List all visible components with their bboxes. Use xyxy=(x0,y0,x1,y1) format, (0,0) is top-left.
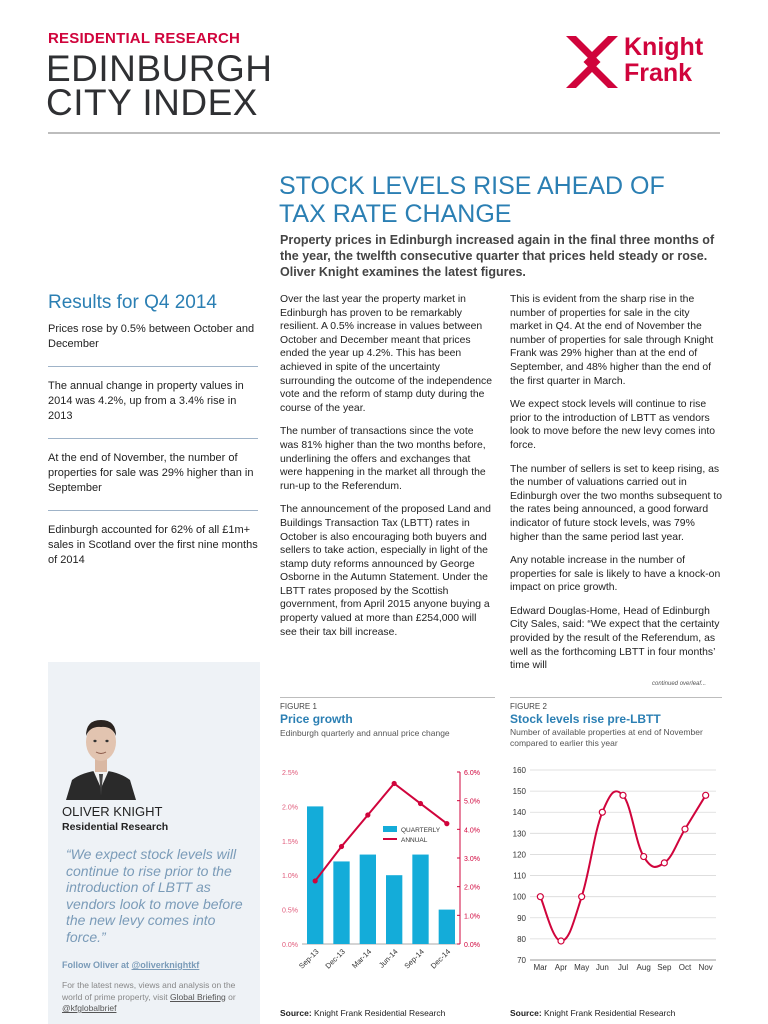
pull-quote: “We expect stock levels will continue to rise prior to the introduction of LBTT as vendors look to move before the new levy comes into force.” xyxy=(66,846,243,945)
y-right-tick-label: 5.0% xyxy=(464,798,480,806)
body-paragraph: Any notable increase in the number of properties for sale is likely to have a knock-on impact on price growth. xyxy=(510,555,721,594)
x-tick-label: Oct xyxy=(678,963,692,972)
y-tick-label: 70 xyxy=(517,956,526,965)
standfirst: Property prices in Edinburgh increased again in the final three months of the year, the twelfth consecutive quarter that prices held steady or rose. Oliver Knight examines the latest figures. xyxy=(280,233,715,279)
x-tick-label: Dec-14 xyxy=(428,947,453,971)
stock-point xyxy=(599,809,605,815)
body-column-1 xyxy=(280,293,492,649)
x-tick-label: Nov xyxy=(698,963,713,972)
stock-point xyxy=(537,894,543,900)
results-list xyxy=(48,322,258,594)
logo-mark-icon xyxy=(566,36,618,88)
bar-quarterly xyxy=(412,855,428,944)
y-left-tick-label: 1.0% xyxy=(282,873,298,881)
y-left-tick-label: 2.0% xyxy=(282,804,298,812)
y-tick-label: 160 xyxy=(512,766,526,775)
annual-point xyxy=(418,801,423,806)
figure2-source-text: Knight Frank Residential Research xyxy=(541,1008,676,1018)
logo-text-line2: Frank xyxy=(624,59,693,87)
body-paragraph: The number of transactions since the vote was 81% higher than the two months before, underlining the offers and exchanges that were happening in the market all through the run-up to the Referendum. xyxy=(280,426,486,492)
stock-point xyxy=(641,854,647,860)
figure2-source xyxy=(510,1008,675,1018)
x-tick-label: Sep-14 xyxy=(402,947,426,971)
result-item: At the end of November, the number of properties for sale was 29% higher than in September xyxy=(48,451,258,511)
figure1-source-text: Knight Frank Residential Research xyxy=(311,1008,446,1018)
y-tick-label: 120 xyxy=(512,850,526,860)
x-tick-label: Jul xyxy=(617,963,629,972)
figure1-number: FIGURE 1 xyxy=(280,702,317,711)
x-tick-label: Jun xyxy=(595,963,609,972)
stock-point xyxy=(558,938,564,944)
stock-point xyxy=(620,792,626,798)
header-divider xyxy=(48,132,720,134)
annual-point xyxy=(365,812,370,817)
body-paragraph: The announcement of the proposed Land and Buildings Transaction Tax (LBTT) rates in October is also encouraging both buyers and sellers to take action, especially in light of the stamp duty reforms announced by George Osborne in the Autumn Statement. Under the LBTT rates proposed by the Scottish government, from April 2015 anyone buying a property valued at more than £254,000 will see their tax bill increase. xyxy=(280,504,491,638)
kfglobalbrief-link[interactable]: @kfglobalbrief xyxy=(62,1003,117,1013)
x-tick-label: Apr xyxy=(554,963,568,972)
price-growth-chart xyxy=(270,760,500,1012)
report-title-line1: EDINBURGH xyxy=(46,48,273,89)
bar-quarterly xyxy=(333,861,349,944)
y-tick-label: 140 xyxy=(512,808,526,818)
legend-label-quarterly: QUARTERLY xyxy=(401,827,441,834)
figure1-source-label: Source: xyxy=(280,1008,312,1018)
body-paragraph: We expect stock levels will continue to rise prior to the introduction of LBTT as vendors look to move before the new levy comes into force. xyxy=(510,399,716,451)
x-tick-label: Sep-13 xyxy=(297,947,321,971)
y-tick-label: 110 xyxy=(513,871,526,881)
body-column-2 xyxy=(510,293,722,683)
annual-point xyxy=(339,844,344,849)
sidebar-blurb xyxy=(62,980,252,1015)
y-right-tick-label: 3.0% xyxy=(464,856,480,863)
stock-line xyxy=(540,791,705,941)
author-name: OLIVER KNIGHT xyxy=(62,804,163,819)
figure1-source xyxy=(280,1008,445,1018)
blurb-or: or xyxy=(225,991,236,1002)
global-briefing-link[interactable]: Global Briefing xyxy=(170,991,226,1002)
blurb-text: For the latest news, views and analysis on the world of prime property, visit xyxy=(62,980,236,1002)
y-right-tick-label: 6.0% xyxy=(464,770,480,777)
y-left-tick-label: 2.5% xyxy=(282,770,298,777)
y-tick-label: 100 xyxy=(512,892,526,902)
x-tick-label: Dec-13 xyxy=(323,947,347,971)
logo-text xyxy=(624,34,703,86)
stock-point xyxy=(661,860,667,866)
figure2-number: FIGURE 2 xyxy=(510,702,547,711)
author-photo xyxy=(62,704,140,800)
bar-quarterly xyxy=(386,875,402,944)
annual-point xyxy=(444,821,449,826)
figure2-source-label: Source: xyxy=(510,1008,542,1018)
legend-swatch-quarterly xyxy=(383,826,397,832)
y-left-tick-label: 0.0% xyxy=(282,942,298,949)
headline-line1: STOCK LEVELS RISE AHEAD OF xyxy=(279,172,665,200)
stock-levels-chart xyxy=(500,760,730,1012)
y-right-tick-label: 1.0% xyxy=(464,913,480,921)
stock-point xyxy=(703,792,709,798)
result-item: Edinburgh accounted for 62% of all £1m+ sales in Scotland over the first nine months of 2014 xyxy=(48,524,258,566)
x-tick-label: May xyxy=(574,963,590,972)
annual-point xyxy=(392,781,397,786)
legend-label-annual: ANNUAL xyxy=(401,837,428,844)
y-tick-label: 130 xyxy=(512,829,526,839)
report-title xyxy=(46,48,273,123)
bar-quarterly xyxy=(307,806,323,944)
body-paragraph: The number of sellers is set to keep rising, as the number of valuations carried out in Edinburgh over the two months subsequent to the rates being announced, a good forward indicator of future stock levels, was 79% higher than the same period last year. xyxy=(510,463,722,543)
y-tick-label: 90 xyxy=(517,913,526,923)
y-right-tick-label: 4.0% xyxy=(464,827,480,835)
y-right-tick-label: 2.0% xyxy=(464,884,480,892)
logo-text-line1: Knight xyxy=(624,33,704,61)
bar-quarterly xyxy=(360,855,376,944)
x-tick-label: Jun-14 xyxy=(376,947,400,970)
figure1-title: Price growth xyxy=(280,712,353,726)
author-role: Residential Research xyxy=(62,821,169,833)
figure1-subtitle: Edinburgh quarterly and annual price change xyxy=(280,728,450,738)
y-right-tick-label: 0.0% xyxy=(464,942,480,949)
figure2-subtitle: Number of available properties at end of November compared to earlier this year xyxy=(510,727,703,748)
report-title-line2: CITY INDEX xyxy=(46,82,258,123)
figure2-title: Stock levels rise pre-LBTT xyxy=(510,712,661,726)
report-kicker: RESIDENTIAL RESEARCH xyxy=(48,30,241,47)
x-tick-label: Mar-14 xyxy=(350,947,374,971)
twitter-handle-link[interactable]: @oliverknightkf xyxy=(131,960,200,970)
follow-line xyxy=(62,960,199,970)
x-tick-label: Mar xyxy=(533,963,548,972)
body-paragraph: This is evident from the sharp rise in the number of properties for sale in the city market in Q4. At the end of November the number of properties for sale through Knight Frank was 29% higher than at the end of September, and 48% higher than the end of the first quarter in March. xyxy=(510,294,714,387)
body-paragraph: Edward Douglas-Home, Head of Edinburgh City Sales, said: “We expect that the certainty provided by the result of the Referendum, as well as the forthcoming LBTT in four months’ time will xyxy=(510,605,720,672)
result-item: The annual change in property values in 2014 was 4.2%, up from a 3.4% rise in 2013 xyxy=(48,379,258,439)
y-tick-label: 80 xyxy=(517,934,526,944)
figure2-divider xyxy=(510,697,722,698)
body-paragraph: Over the last year the property market in Edinburgh has proven to be remarkably resilient. A 0.5% increase in values between October and December meant that prices ended the year up 4.2%. This has been achieved in spite of the uncertainty surrounding the outcome of the independence vote and the reform of stamp duty during the course of the year. xyxy=(280,294,493,414)
stock-point xyxy=(579,894,585,900)
y-tick-label: 150 xyxy=(512,787,526,797)
follow-prefix: Follow Oliver at xyxy=(62,960,132,970)
y-left-tick-label: 1.5% xyxy=(282,838,298,846)
x-tick-label: Aug xyxy=(636,963,651,972)
headline-line2: TAX RATE CHANGE xyxy=(279,200,512,228)
headline xyxy=(279,172,739,228)
knight-frank-logo[interactable] xyxy=(566,34,721,90)
continued-note: continued overleaf... xyxy=(652,681,707,687)
bar-quarterly xyxy=(439,910,455,944)
results-title: Results for Q4 2014 xyxy=(48,292,217,313)
figure1-divider xyxy=(280,697,495,698)
result-item: Prices rose by 0.5% between October and December xyxy=(48,322,258,367)
x-tick-label: Sep xyxy=(657,963,672,972)
stock-point xyxy=(682,826,688,832)
annual-point xyxy=(313,878,318,883)
y-left-tick-label: 0.5% xyxy=(282,907,298,915)
